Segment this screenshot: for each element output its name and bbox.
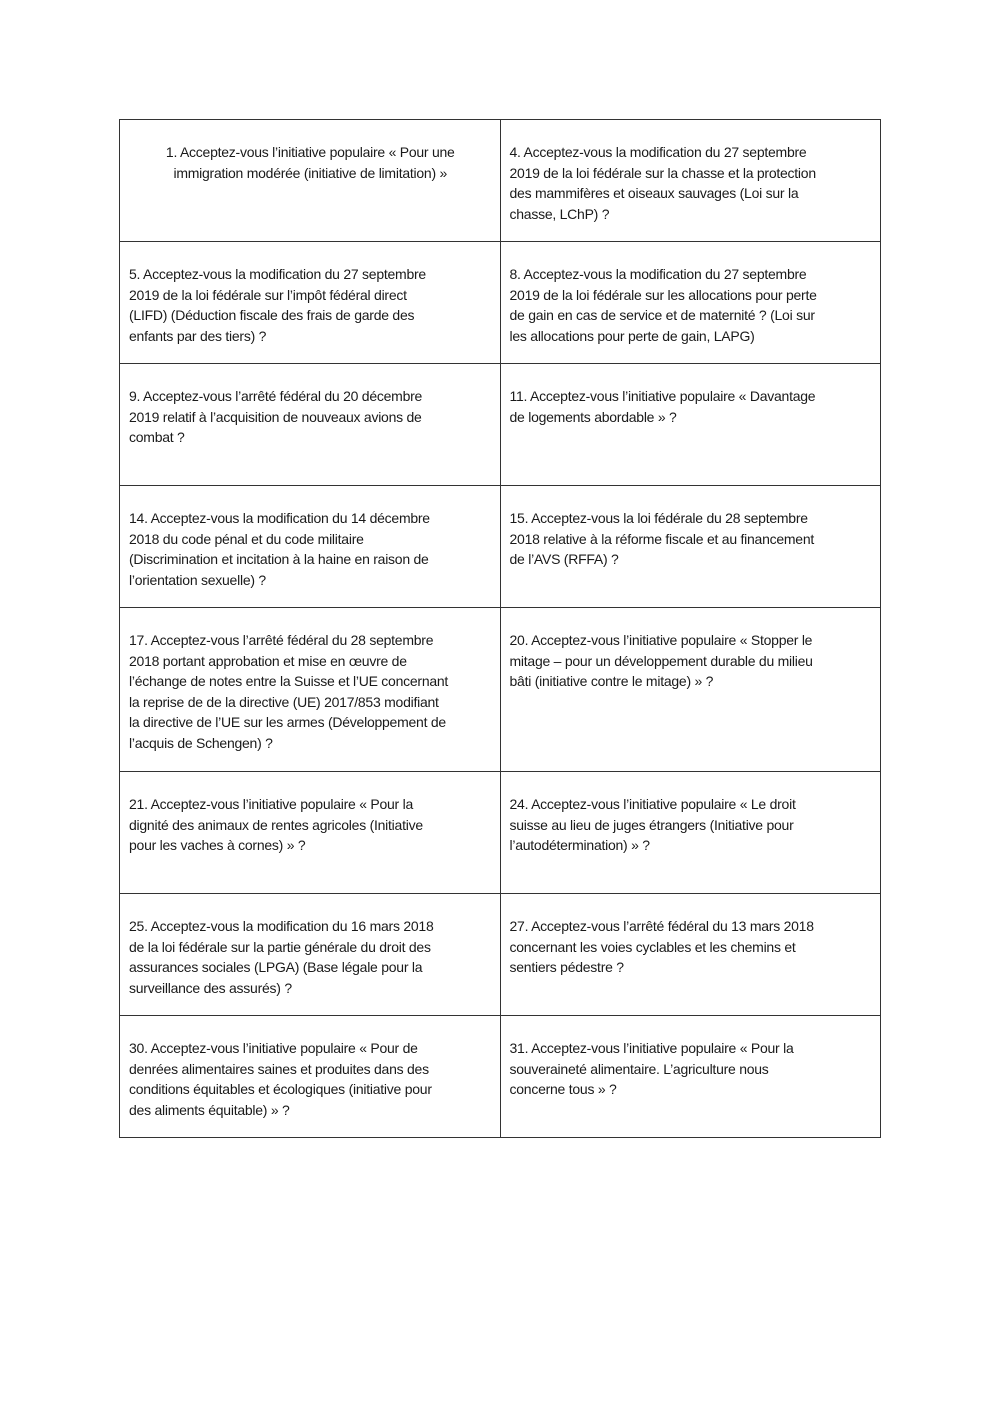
question-text-line: bâti (initiative contre le mitage) » ? — [509, 673, 714, 690]
table-row — [120, 772, 881, 894]
question-text-line: surveillance des assurés) ? — [129, 979, 292, 996]
question-text-line: dignité des animaux de rentes agricoles (Initiative — [129, 816, 423, 833]
question-text-line: 8. Acceptez-vous la modification du 27 septembre — [509, 266, 807, 282]
question-text-line: (Discrimination et incitation à la haine en raison de — [129, 551, 429, 568]
question-text-line: 5. Acceptez-vous la modification du 27 septembre — [129, 266, 426, 282]
question-cell — [500, 242, 881, 364]
question-cell — [120, 242, 501, 364]
question-text-line: (LIFD) (Déduction fiscale des frais de garde des — [129, 307, 415, 324]
table-row — [120, 120, 881, 242]
question-text-line: 27. Acceptez-vous l’arrêté fédéral du 13 mars 2018 — [509, 918, 814, 934]
question-text-line: 17. Acceptez-vous l’arrêté fédéral du 28 septembre — [129, 632, 434, 648]
question-text-line: 14. Acceptez-vous la modification du 14 décembre — [129, 510, 430, 526]
question-text-line: 9. Acceptez-vous l’arrêté fédéral du 20 décembre — [129, 388, 423, 404]
question-text-line: 25. Acceptez-vous la modification du 16 mars 2018 — [129, 918, 434, 934]
question-text-line: 2019 de la loi fédérale sur la chasse et la protection — [509, 164, 816, 181]
question-text-line: 2018 relative à la réforme fiscale et au financement — [509, 530, 815, 547]
question-cell — [120, 1016, 501, 1138]
question-text-line: 20. Acceptez-vous l’initiative populaire « Stopper le — [509, 632, 813, 648]
question-text-line: 2019 de la loi fédérale sur l’impôt fédéral direct — [129, 286, 407, 303]
question-text-line: des aliments équitable) » ? — [129, 1101, 290, 1118]
question-cell — [120, 894, 501, 1016]
question-text-line: de gain en cas de service et de maternité ? (Loi sur — [509, 307, 815, 324]
question-text-line: la reprise de de la directive (UE) 2017/853 modifiant — [129, 693, 439, 710]
question-cell — [120, 486, 501, 608]
question-text-line: chasse, LChP) ? — [509, 205, 610, 222]
question-cell — [120, 608, 501, 772]
table-row — [120, 608, 881, 772]
question-text-line: sentiers pédestre ? — [509, 959, 624, 976]
questions-table — [119, 119, 881, 1138]
question-cell — [500, 894, 881, 1016]
question-text-line: de la loi fédérale sur la partie générale du droit des — [129, 938, 431, 955]
question-cell — [500, 608, 881, 772]
question-cell — [500, 1016, 881, 1138]
table-row — [120, 894, 881, 1016]
question-cell — [120, 120, 501, 242]
question-cell — [500, 120, 881, 242]
question-text-line: concerne tous » ? — [509, 1081, 617, 1098]
question-text-line: les allocations pour perte de gain, LAPG) — [509, 327, 755, 344]
question-text-line: denrées alimentaires saines et produites dans des — [129, 1060, 429, 1077]
question-text-line: des mammifères et oiseaux sauvages (Loi sur la — [509, 185, 799, 202]
question-text-line: souveraineté alimentaire. L’agriculture nous — [509, 1060, 769, 1077]
question-text-line: conditions équitables et écologiques (initiative pour — [129, 1081, 432, 1098]
question-text-line: 15. Acceptez-vous la loi fédérale du 28 septembre — [509, 510, 808, 526]
question-text-line: enfants par des tiers) ? — [129, 327, 267, 344]
question-text-line: 31. Acceptez-vous l’initiative populaire « Pour la — [509, 1040, 794, 1056]
question-text-line: l’acquis de Schengen) ? — [129, 734, 273, 751]
question-text-line: combat ? — [129, 429, 185, 446]
question-cell — [500, 364, 881, 486]
question-text-line: de l’AVS (RFFA) ? — [509, 551, 619, 568]
question-text-line: de logements abordable » ? — [509, 408, 677, 425]
question-text-line: 4. Acceptez-vous la modification du 27 septembre — [509, 144, 807, 160]
table-row — [120, 364, 881, 486]
question-cell — [500, 486, 881, 608]
question-text-line: 30. Acceptez-vous l’initiative populaire « Pour de — [129, 1040, 418, 1056]
table-row — [120, 486, 881, 608]
question-text-line: mitage – pour un développement durable du milieu — [509, 652, 813, 669]
question-text-line: 2019 de la loi fédérale sur les allocations pour perte — [509, 286, 817, 303]
question-text-line: 2019 relatif à l’acquisition de nouveaux avions de — [129, 408, 422, 425]
question-text-line: suisse au lieu de juges étrangers (Initiative pour — [509, 816, 794, 833]
question-text-line: pour les vaches à cornes) » ? — [129, 837, 306, 854]
question-text-line: 11. Acceptez-vous l’initiative populaire « Davantage — [509, 388, 816, 404]
table-row — [120, 1016, 881, 1138]
question-text-line: 2018 du code pénal et du code militaire — [129, 530, 364, 547]
question-cell — [120, 772, 501, 894]
question-text-line: 21. Acceptez-vous l’initiative populaire « Pour la — [129, 796, 414, 812]
question-text-line: immigration modérée (initiative de limitation) » — [173, 164, 448, 181]
question-text-line: assurances sociales (LPGA) (Base légale pour la — [129, 959, 423, 976]
question-text-line: 1. Acceptez-vous l’initiative populaire « Pour une — [165, 144, 455, 160]
question-text-line: l’échange de notes entre la Suisse et l’UE concernant — [129, 673, 449, 690]
question-text-line: l’autodétermination) » ? — [509, 837, 650, 854]
question-cell — [500, 772, 881, 894]
table-row — [120, 242, 881, 364]
question-text-line: la directive de l’UE sur les armes (Développement de — [129, 714, 446, 731]
question-text-line: 24. Acceptez-vous l’initiative populaire « Le droit — [509, 796, 796, 812]
question-text-line: concernant les voies cyclables et les chemins et — [509, 938, 796, 955]
question-text-line: 2018 portant approbation et mise en œuvre de — [129, 652, 407, 669]
question-cell — [120, 364, 501, 486]
question-text-line: l’orientation sexuelle) ? — [129, 571, 266, 588]
